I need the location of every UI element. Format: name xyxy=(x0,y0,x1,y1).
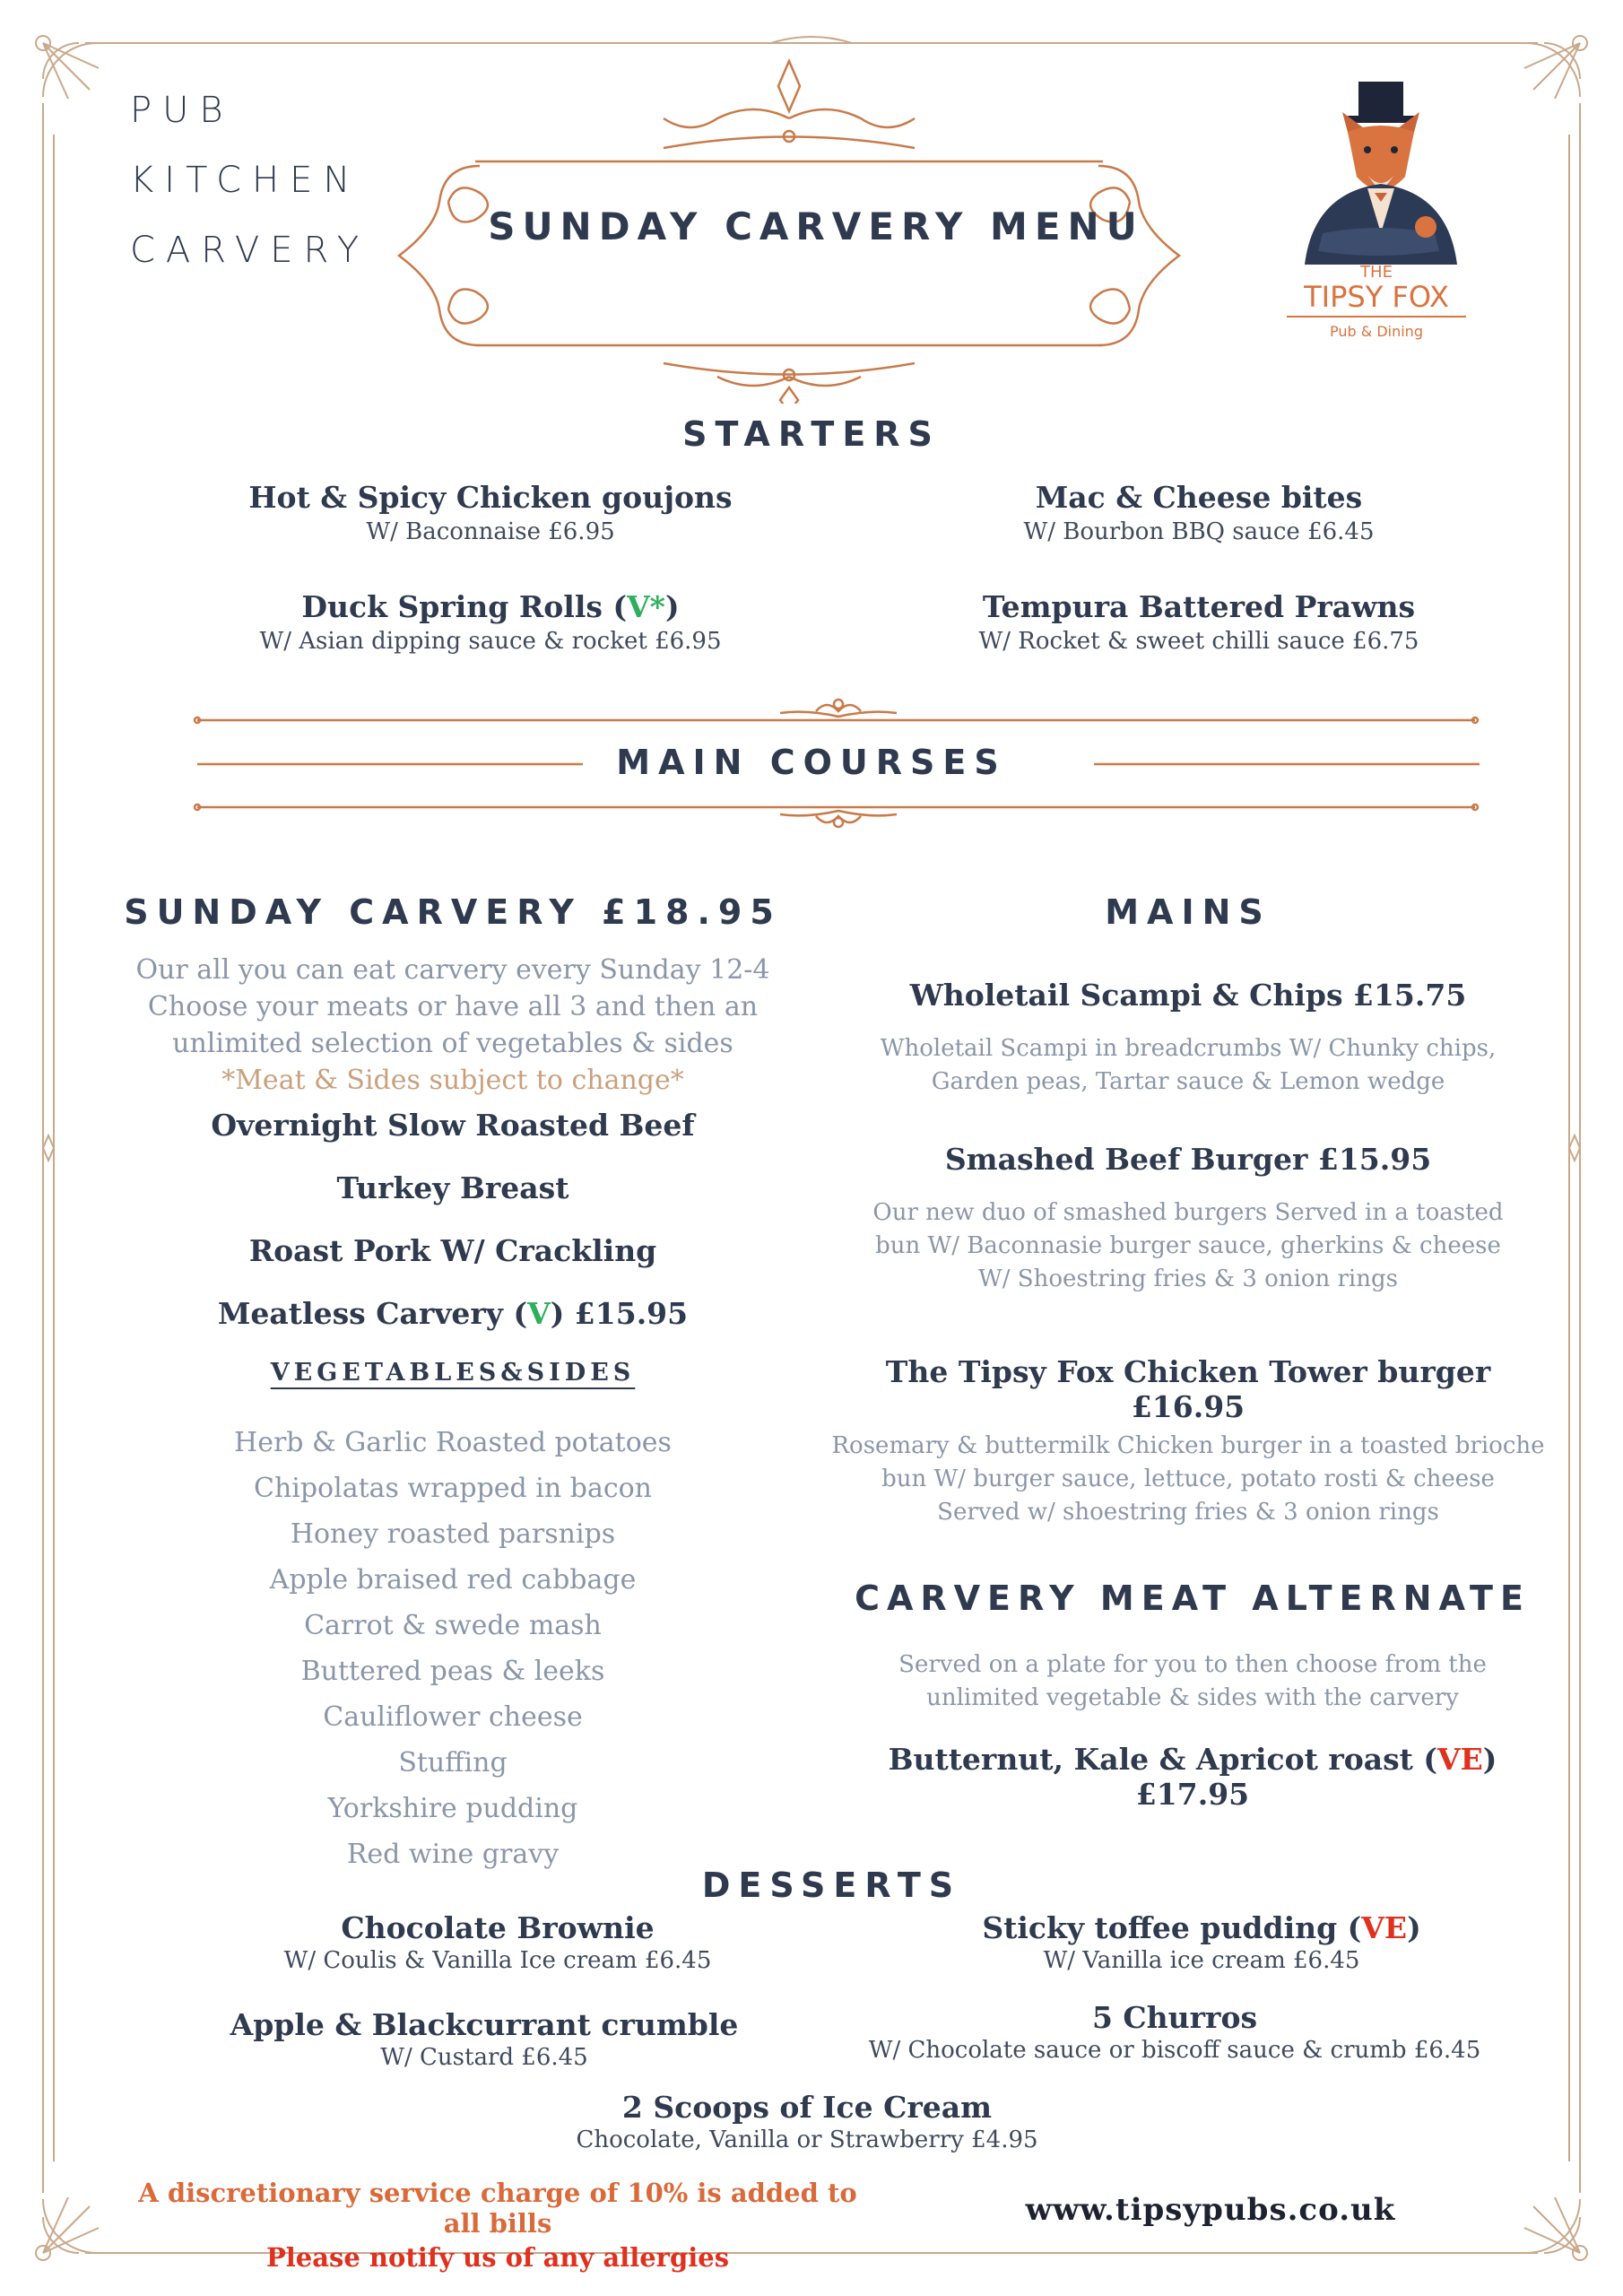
alternate-section xyxy=(829,1578,1556,1812)
vegan-badge: VE xyxy=(1437,1742,1483,1777)
starter-name-text: ) xyxy=(664,589,680,624)
starter-item xyxy=(930,589,1468,655)
starter-desc: W/ Baconnaise £6.95 xyxy=(366,518,615,545)
starter-desc: W/ Bourbon BBQ sauce £6.45 xyxy=(1023,518,1375,545)
dessert-name: Chocolate Brownie xyxy=(341,1910,655,1945)
nav-kitchen: KITCHEN xyxy=(130,160,361,201)
mains-item-desc: Our new duo of smashed burgers Served in a toasted xyxy=(872,1199,1504,1226)
corner-fan-br xyxy=(1524,2197,1587,2260)
fox-illustration-icon xyxy=(1269,76,1484,265)
dessert-desc: Chocolate, Vanilla or Strawberry £4.95 xyxy=(576,2126,1038,2153)
mains-item xyxy=(829,1354,1547,1529)
list-item: Chipolatas wrapped in bacon xyxy=(253,1473,653,1504)
carvery-meat: Overnight Slow Roasted Beef xyxy=(211,1108,695,1143)
carvery-meat: Roast Pork W/ Crackling xyxy=(248,1233,657,1268)
carvery-meatless-text: Meatless Carvery ( xyxy=(217,1296,528,1331)
alternate-desc: unlimited vegetable & sides with the carvery xyxy=(926,1684,1459,1711)
corner-fan-tl xyxy=(36,36,99,99)
list-item: Carrot & swede mash xyxy=(304,1610,602,1641)
carvery-note: *Meat & Sides subject to change* xyxy=(221,1065,684,1096)
alternate-item xyxy=(829,1742,1556,1812)
dessert-name: 5 Churros xyxy=(1091,2000,1258,2035)
dessert-desc: W/ Custard £6.45 xyxy=(380,2044,588,2071)
starters-title: STARTERS xyxy=(682,414,941,454)
starter-desc: W/ Asian dipping sauce & rocket £6.95 xyxy=(259,628,722,655)
starter-desc: W/ Rocket & sweet chilli sauce £6.75 xyxy=(978,628,1419,655)
mains-title: MAINS xyxy=(1105,892,1271,932)
nav-pub: PUB xyxy=(130,90,234,131)
vegetarian-badge: V* xyxy=(627,589,665,624)
carvery-desc-line: Our all you can eat carvery every Sunday 12-4 xyxy=(135,954,770,986)
carvery-meat: Turkey Breast xyxy=(336,1170,569,1205)
starter-item xyxy=(930,480,1468,545)
mains-item-desc: Wholetail Scampi in breadcrumbs W/ Chunky chips, xyxy=(880,1035,1497,1062)
logo-tipsy-fox: TIPSY FOX xyxy=(1304,280,1449,314)
dessert-name xyxy=(888,1910,1515,1945)
allergy-note: Please notify us of any allergies xyxy=(265,2242,730,2273)
starter-item xyxy=(221,589,759,655)
dessert-item xyxy=(888,1910,1515,1974)
alternate-item-text: ) £17.95 xyxy=(1135,1742,1497,1812)
logo-the: THE xyxy=(1360,263,1393,282)
alternate-item-text: Butternut, Kale & Apricot roast ( xyxy=(888,1742,1438,1777)
list-item: Buttered peas & leeks xyxy=(300,1656,605,1687)
tipsy-fox-logo xyxy=(1269,76,1484,345)
carvery-meatless xyxy=(94,1296,812,1332)
mains-item-desc: bun W/ Baconnasie burger sauce, gherkins & cheese xyxy=(875,1232,1501,1259)
list-item: Yorkshire pudding xyxy=(327,1793,578,1824)
dessert-desc: W/ Vanilla ice cream £6.45 xyxy=(1043,1947,1360,1974)
service-charge-note: A discretionary service charge of 10% is added to all bills xyxy=(138,2178,857,2239)
vegetarian-badge: V xyxy=(527,1296,551,1331)
dessert-name: Apple & Blackcurrant crumble xyxy=(230,2007,739,2042)
corner-fan-bl xyxy=(36,2197,99,2260)
list-item: Stuffing xyxy=(398,1747,508,1779)
dessert-item xyxy=(861,2000,1488,2064)
mains-item-desc: bun W/ burger sauce, lettuce, potato rosti & cheese xyxy=(881,1465,1495,1492)
mains-item-desc: Served w/ shoestring fries & 3 onion rings xyxy=(937,1499,1439,1526)
starter-item xyxy=(221,480,759,545)
corner-fan-tr xyxy=(1524,36,1587,99)
page-title: SUNDAY CARVERY MENU xyxy=(488,204,1144,248)
dessert-name: 2 Scoops of Ice Cream xyxy=(621,2090,993,2125)
dessert-name-text: ) xyxy=(1407,1910,1421,1945)
starter-name: Hot & Spicy Chicken goujons xyxy=(248,480,733,515)
carvery-meatless-text: ) £15.95 xyxy=(550,1296,689,1331)
dessert-name-text: Sticky toffee pudding ( xyxy=(982,1910,1362,1945)
dessert-item xyxy=(229,1910,767,1974)
alternate-title: CARVERY MEAT ALTERNATE xyxy=(855,1578,1531,1618)
logo-subtitle: Pub & Dining xyxy=(1330,323,1423,340)
list-item: Honey roasted parsnips xyxy=(290,1518,616,1550)
mains-item xyxy=(829,1142,1547,1296)
mains-item-desc: W/ Shoestring fries & 3 onion rings xyxy=(978,1265,1398,1292)
carvery-section xyxy=(94,892,812,1387)
sides-list xyxy=(94,1420,812,1877)
list-item: Apple braised red cabbage xyxy=(269,1564,637,1596)
sides-heading-wrap xyxy=(94,1359,812,1387)
website-link[interactable]: www.tipsypubs.co.uk xyxy=(1025,2192,1396,2228)
carvery-desc-line: Choose your meats or have all 3 and then an xyxy=(147,991,759,1022)
mains-item-name: Smashed Beef Burger £15.95 xyxy=(944,1142,1432,1177)
starter-name: Mac & Cheese bites xyxy=(1035,480,1363,515)
carvery-desc-line: unlimited selection of vegetables & sides xyxy=(172,1028,733,1059)
starter-name-text: Duck Spring Rolls ( xyxy=(301,589,628,624)
vegan-badge: VE xyxy=(1361,1910,1408,1945)
nav-carvery: CARVERY xyxy=(130,230,370,271)
mains-item-name: Wholetail Scampi & Chips £15.75 xyxy=(909,978,1467,1013)
carvery-title: SUNDAY CARVERY £18.95 xyxy=(124,892,782,932)
desserts-title: DESSERTS xyxy=(701,1866,962,1905)
list-item: Herb & Garlic Roasted potatoes xyxy=(234,1427,672,1458)
main-courses-title: MAIN COURSES xyxy=(616,743,1007,782)
logo-underline xyxy=(1287,316,1466,317)
sides-title: VEGETABLES&SIDES xyxy=(270,1359,636,1387)
list-item: Red wine gravy xyxy=(346,1839,560,1870)
mains-item-desc: Rosemary & buttermilk Chicken burger in a toasted brioche xyxy=(831,1432,1545,1459)
dessert-desc: W/ Chocolate sauce or biscoff sauce & crumb £6.45 xyxy=(868,2037,1481,2064)
alternate-desc: Served on a plate for you to then choose from the xyxy=(898,1651,1487,1678)
footer-notes xyxy=(117,2178,879,2273)
list-item: Cauliflower cheese xyxy=(323,1701,583,1733)
dessert-desc: W/ Coulis & Vanilla Ice cream £6.45 xyxy=(283,1947,712,1974)
mains-item xyxy=(829,978,1547,1099)
mains-item-name: The Tipsy Fox Chicken Tower burger £16.95 xyxy=(885,1354,1491,1424)
starter-name xyxy=(221,589,759,624)
mains-item-desc: Garden peas, Tartar sauce & Lemon wedge xyxy=(931,1068,1445,1095)
dessert-item xyxy=(538,2090,1076,2153)
starter-name: Tempura Battered Prawns xyxy=(982,589,1416,624)
dessert-item xyxy=(215,2007,753,2071)
